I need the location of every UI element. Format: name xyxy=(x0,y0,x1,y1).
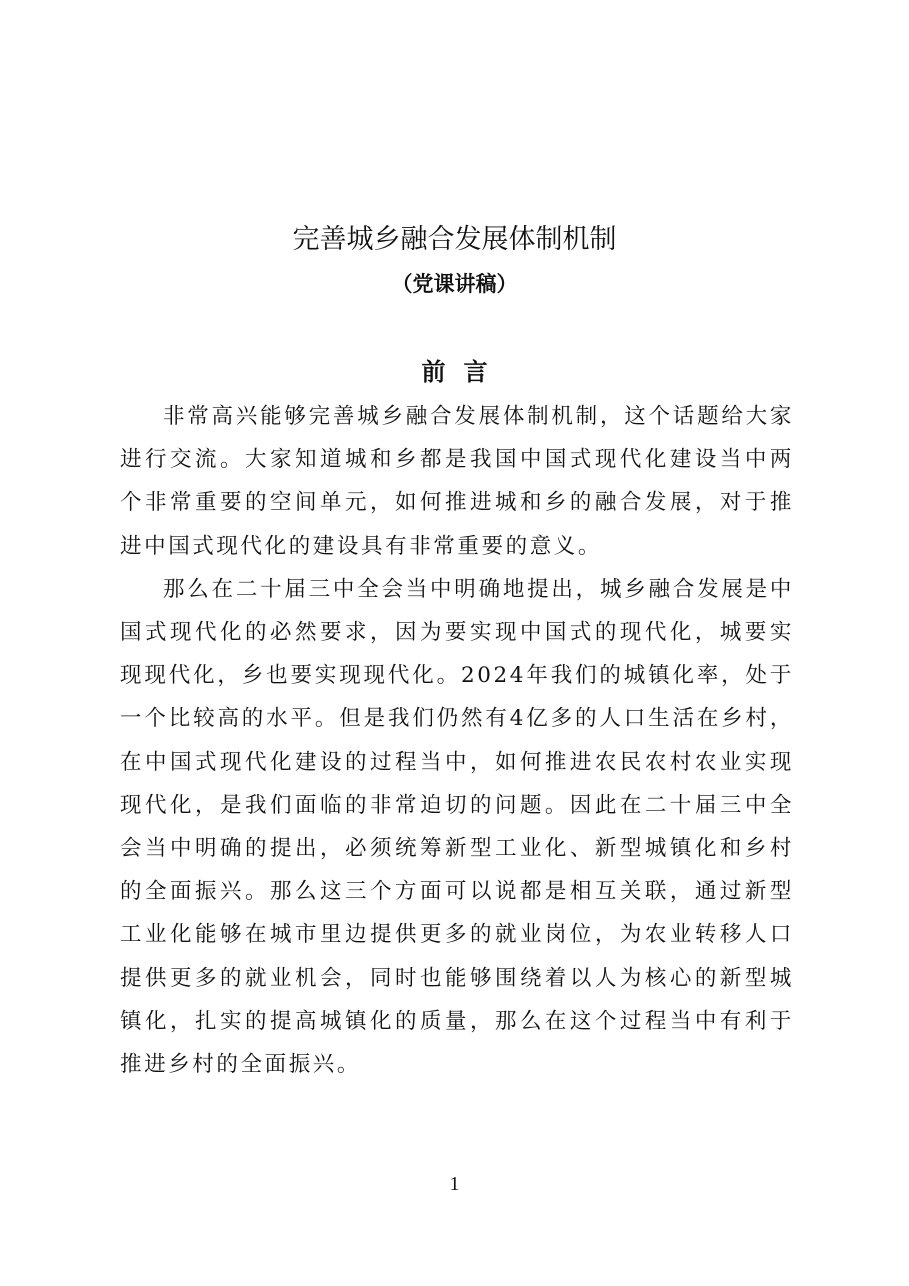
paragraph: 那么在二十届三中全会当中明确地提出，城乡融合发展是中国式现代化的必然要求，因为要实现中国式的现代化，城要实现现代化，乡也要实现现代化。2024年我们的城镇化率，处于一个比较高的水平。但是我们仍然有4亿多的人口生活在乡村，在中国式现代化建设的过程当中，如何推进农民农村农业实现现代化，是我们面临的非常迫切的问题。因此在二十届三中全会当中明确的提出，必须统筹新型工业化、新型城镇化和乡村的全面振兴。那么这三个方面可以说都是相互关联，通过新型工业化能够在城市里边提供更多的就业岗位，为农业转移人口提供更多的就业机会，同时也能够围绕着以人为核心的新型城镇化，扎实的提高城镇化的质量，那么在这个过程当中有利于推进乡村的全面振兴。 xyxy=(120,576,794,1078)
page-number: 1 xyxy=(449,1173,460,1195)
paragraph: 非常高兴能够完善城乡融合发展体制机制，这个话题给大家进行交流。大家知道城和乡都是我国中国式现代化建设当中两个非常重要的空间单元，如何推进城和乡的融合发展，对于推进中国式现代化的建设具有非常重要的意义。 xyxy=(120,404,794,559)
document-subtitle: （党课讲稿） xyxy=(391,272,518,296)
section-heading: 前言 xyxy=(421,358,506,386)
document-title: 完善城乡融合发展体制机制 xyxy=(292,224,617,255)
document-body xyxy=(120,395,794,1086)
